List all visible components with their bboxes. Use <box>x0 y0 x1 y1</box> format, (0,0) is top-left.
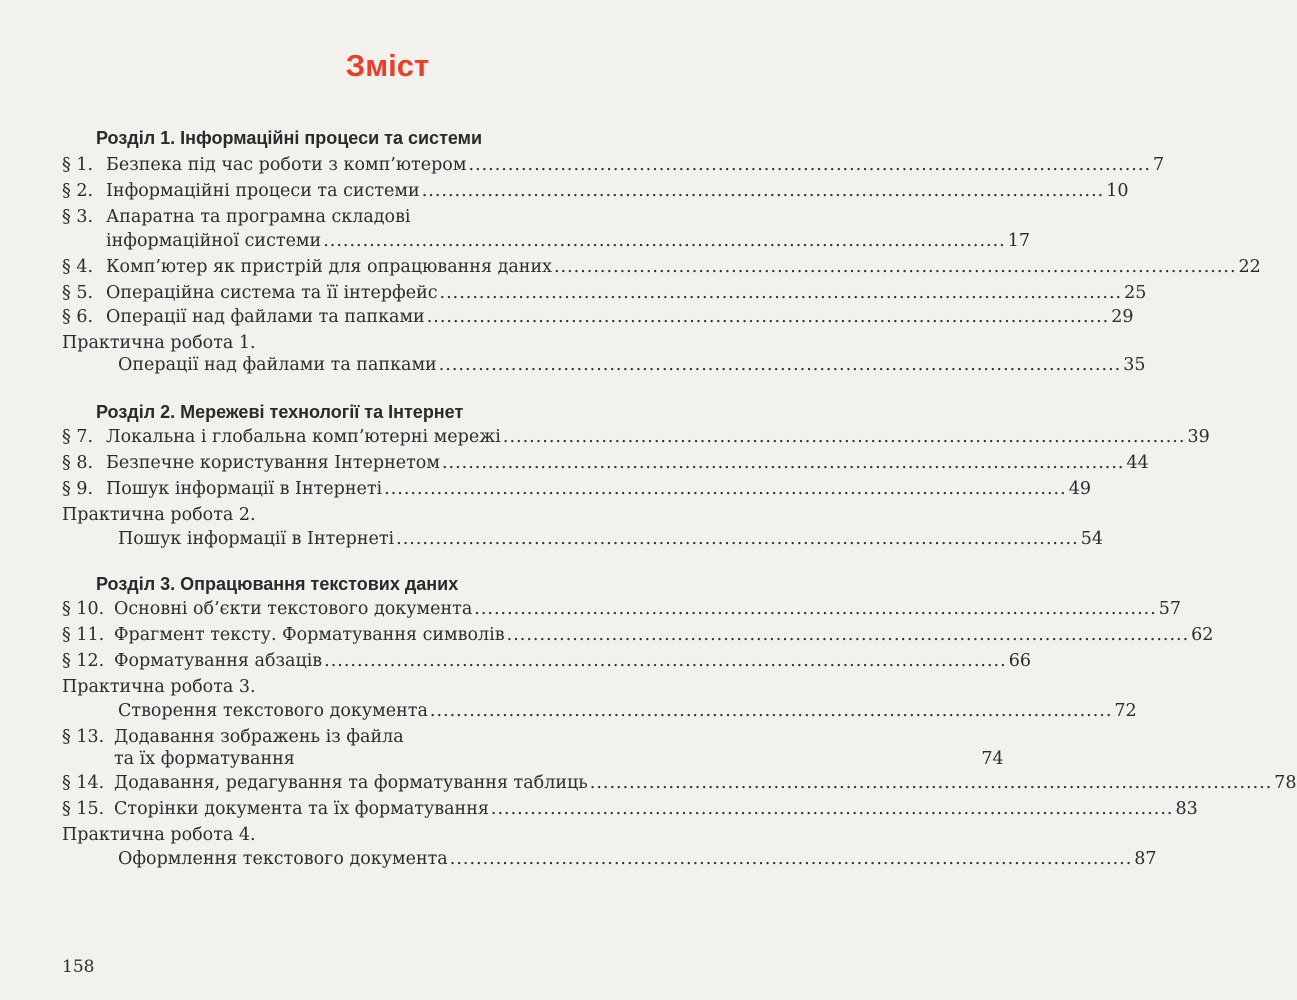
entry-title: Фрагмент тексту. Форматування символів <box>114 625 505 645</box>
entry-number: § 12. <box>62 651 105 671</box>
entry-title: Пошук інформації в Інтернеті <box>106 479 383 499</box>
entry-title: Безпека під час роботи з комп’ютером <box>106 155 467 175</box>
toc-entry-5 <box>62 280 1147 306</box>
toc-entry-9 <box>62 476 1091 502</box>
entry-number: § 2. <box>62 181 94 201</box>
entry-page: 72 <box>1114 701 1137 721</box>
section-heading-1: Розділ 1. Інформаційні процеси та системи <box>96 128 483 148</box>
entry-number: § 5. <box>62 283 94 303</box>
entry-title: Додавання, редагування та форматування таблиць <box>114 773 588 793</box>
entry-page: 10 <box>1106 181 1129 201</box>
entry-page: 54 <box>1080 529 1103 549</box>
entry-number: § 3. <box>62 207 94 227</box>
leader-dots: ........................................................................................................ <box>429 701 1113 721</box>
practical-entry-3 <box>62 698 1137 724</box>
leader-dots: ........................................................................................................ <box>384 479 1067 499</box>
entry-page: 29 <box>1111 307 1134 327</box>
entry-title: Основні об’єкти текстового документа <box>114 599 473 619</box>
entry-page: 83 <box>1175 799 1198 819</box>
entry-title: Операції над файлами та папками <box>106 307 425 327</box>
entry-number: § 10. <box>62 599 105 619</box>
practical-label: Практична робота 3. <box>62 677 256 697</box>
entry-title: Операції над файлами та папками <box>118 355 437 375</box>
practical-label: Практична робота 4. <box>62 825 256 845</box>
entry-page: 17 <box>1007 231 1031 251</box>
entry-title-cont: інформаційної системи <box>106 231 322 251</box>
entry-page: 49 <box>1068 479 1091 499</box>
leader-dots: ........................................................................................................ <box>421 181 1105 201</box>
entry-title: Апаратна та програмна складові <box>106 207 411 227</box>
entry-page: 74 <box>981 749 1004 769</box>
toc-entry-10 <box>62 596 1182 622</box>
toc-entry-2 <box>62 178 1129 204</box>
entry-page: 66 <box>1008 651 1031 671</box>
entry-title: Комп’ютер як пристрій для опрацювання даних <box>106 257 552 277</box>
entry-number: § 14. <box>62 773 105 793</box>
entry-number: § 13. <box>62 727 105 747</box>
entry-page: 87 <box>1134 849 1157 869</box>
entry-page: 35 <box>1123 355 1146 375</box>
leader-dots: ........................................................................................................ <box>490 799 1174 819</box>
entry-number: § 4. <box>62 257 94 277</box>
toc-entry-11 <box>62 622 1214 648</box>
entry-page: 44 <box>1126 453 1149 473</box>
leader-dots: ........................................................................................................ <box>396 529 1079 549</box>
entry-title-cont: та їх форматування <box>114 749 295 769</box>
entry-title: Інформаційні процеси та системи <box>106 181 420 201</box>
entry-title: Сторінки документа та їх форматування <box>114 799 489 819</box>
toc-entry-7 <box>62 424 1210 450</box>
practical-label-4 <box>62 822 712 848</box>
practical-label: Практична робота 2. <box>62 505 256 525</box>
entry-number: § 7. <box>62 427 94 447</box>
toc-entry-6 <box>62 304 1134 330</box>
leader-dots: ........................................................................................................ <box>474 599 1157 619</box>
leader-dots: ........................................................................................................ <box>438 355 1122 375</box>
entry-page: 62 <box>1191 625 1214 645</box>
toc-entry-15 <box>62 796 1198 822</box>
toc-entry-12 <box>62 648 1031 674</box>
entry-title: Пошук інформації в Інтернеті <box>118 529 395 549</box>
leader-dots: ........................................................................................................ <box>324 651 1007 671</box>
entry-title: Операційна система та її інтерфейс <box>106 283 438 303</box>
entry-title: Створення текстового документа <box>118 701 428 721</box>
page-title: Зміст <box>345 48 430 83</box>
entry-number: § 8. <box>62 453 94 473</box>
page-number: 158 <box>62 957 95 977</box>
leader-dots: ........................................................................................................ <box>426 307 1110 327</box>
practical-entry-2 <box>62 526 1103 552</box>
toc-entry-14 <box>62 770 1297 796</box>
entry-number: § 15. <box>62 799 105 819</box>
entry-title: Оформлення текстового документа <box>118 849 448 869</box>
section-heading-3: Розділ 3. Опрацювання текстових даних <box>96 574 459 594</box>
practical-label-3 <box>62 674 712 700</box>
entry-title: Локальна і глобальна комп’ютерні мережі <box>106 427 501 447</box>
toc-entry-4 <box>62 254 1261 280</box>
practical-label: Практична робота 1. <box>62 333 256 353</box>
toc-entry-8 <box>62 450 1149 476</box>
leader-dots: ........................................................................................................ <box>441 453 1125 473</box>
leader-dots: ........................................................................................................ <box>449 849 1133 869</box>
toc-entry-3-cont <box>62 228 1031 254</box>
entry-page: 7 <box>1152 155 1165 175</box>
toc-entry-3 <box>62 204 712 230</box>
leader-dots: ........................................................................................................ <box>439 283 1123 303</box>
leader-dots: ........................................................................................................ <box>589 773 1273 793</box>
entry-title: Безпечне користування Інтернетом <box>106 453 440 473</box>
entry-number: § 6. <box>62 307 94 327</box>
toc-entry-1 <box>62 152 1165 178</box>
entry-title: Форматування абзаців <box>114 651 323 671</box>
practical-entry-4 <box>62 846 1157 872</box>
entry-number: § 11. <box>62 625 105 645</box>
leader-dots: ........................................................................................................ <box>502 427 1186 447</box>
practical-label-2 <box>62 502 712 528</box>
leader-dots: ........................................................................................................ <box>468 155 1151 175</box>
toc-entry-13-cont <box>62 746 1004 772</box>
entry-number: § 1. <box>62 155 94 175</box>
entry-page: 22 <box>1238 257 1261 277</box>
entry-page: 39 <box>1187 427 1210 447</box>
entry-page: 25 <box>1124 283 1147 303</box>
leader-dots: ........................................................................................................ <box>506 625 1190 645</box>
leader-dots: ........................................................................................................ <box>553 257 1237 277</box>
entry-title: Додавання зображень із файла <box>114 727 404 747</box>
entry-number: § 9. <box>62 479 94 499</box>
entry-page: 57 <box>1158 599 1182 619</box>
leader-dots: ........................................................................................................ <box>323 231 1006 251</box>
entry-page: 78 <box>1274 773 1297 793</box>
practical-entry-1 <box>62 352 1146 378</box>
section-heading-2: Розділ 2. Мережеві технології та Інтернет <box>96 402 464 422</box>
